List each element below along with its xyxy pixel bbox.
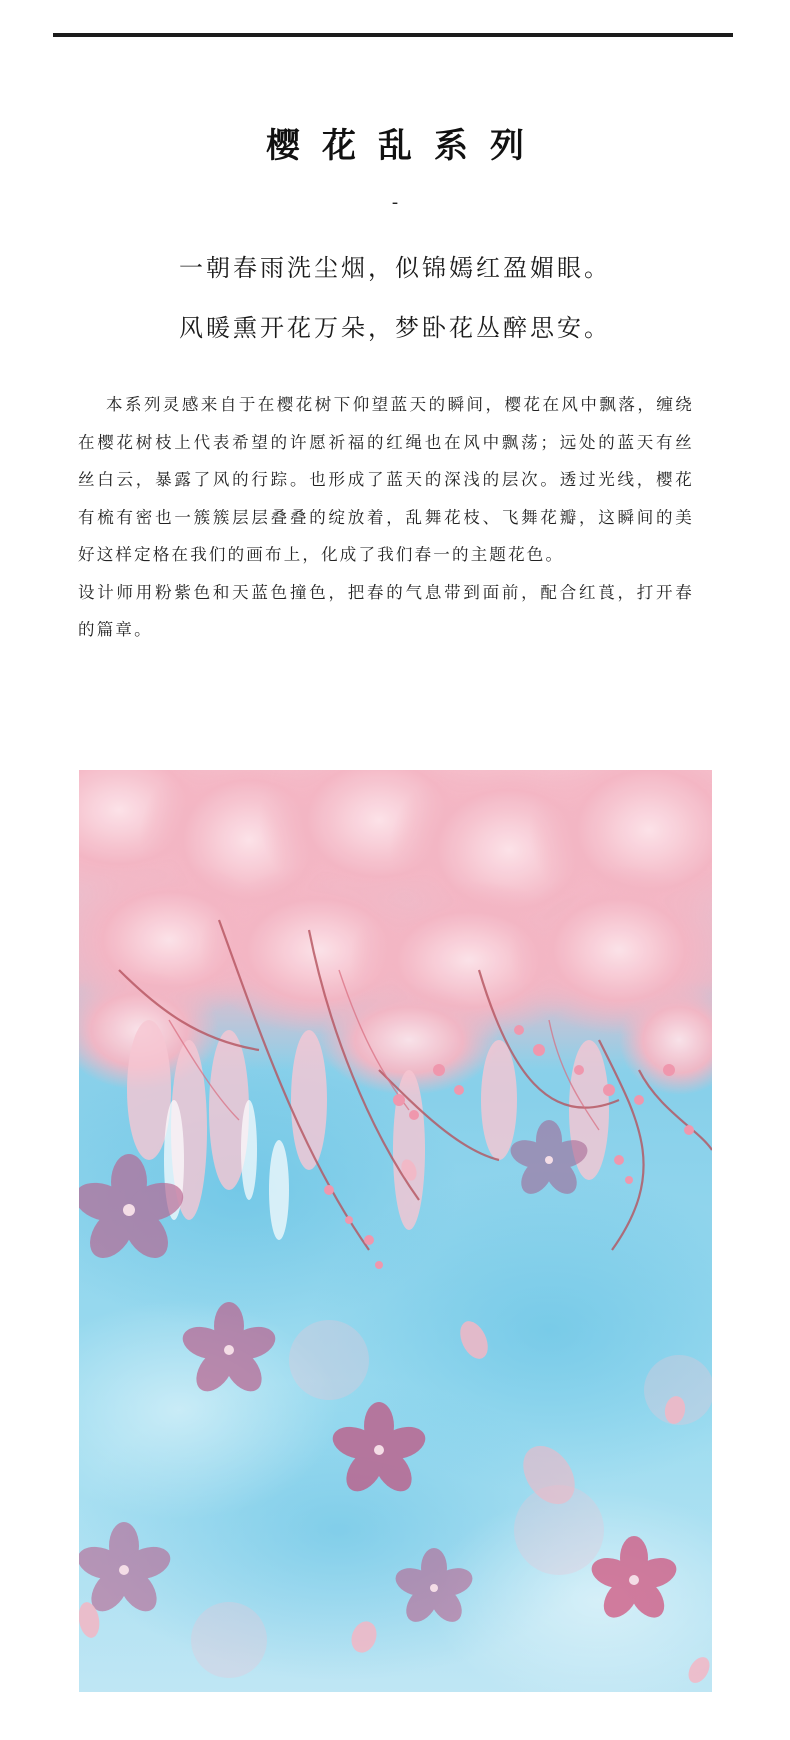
- poem-line-1: 一朝春雨洗尘烟，似锦嫣红盈媚眼。: [179, 254, 611, 282]
- cherry-blossom-artwork: [79, 770, 712, 1692]
- title-divider-mark: -: [391, 192, 399, 213]
- cherry-blossom-illustration: [79, 770, 712, 1692]
- top-divider-rule: [53, 33, 733, 37]
- description-paragraph-2: 设计师用粉紫色和天蓝色撞色，把春的气息带到面前，配合红莨，打开春的篇章。: [78, 582, 694, 639]
- description-paragraph-1: 本系列灵感来自于在樱花树下仰望蓝天的瞬间，樱花在风中飘落，缠绕在樱花树枝上代表希望的许愿祈福的红绳也在风中飘荡；远处的蓝天有丝丝白云，暴露了风的行踪。也形成了蓝天的深浅的层次。透过光线，樱花有梳有密也一簇簇层层叠叠的绽放着，乱舞花枝、飞舞花瓣，这瞬间的美好这样定格在我们的画布上，化成了我们春一的主题花色。: [78, 395, 694, 564]
- page-title: 樱花乱系列: [266, 126, 546, 166]
- description-block: [78, 386, 694, 649]
- poem-line-2: 风暖熏开花万朵，梦卧花丛醉思安。: [179, 314, 611, 342]
